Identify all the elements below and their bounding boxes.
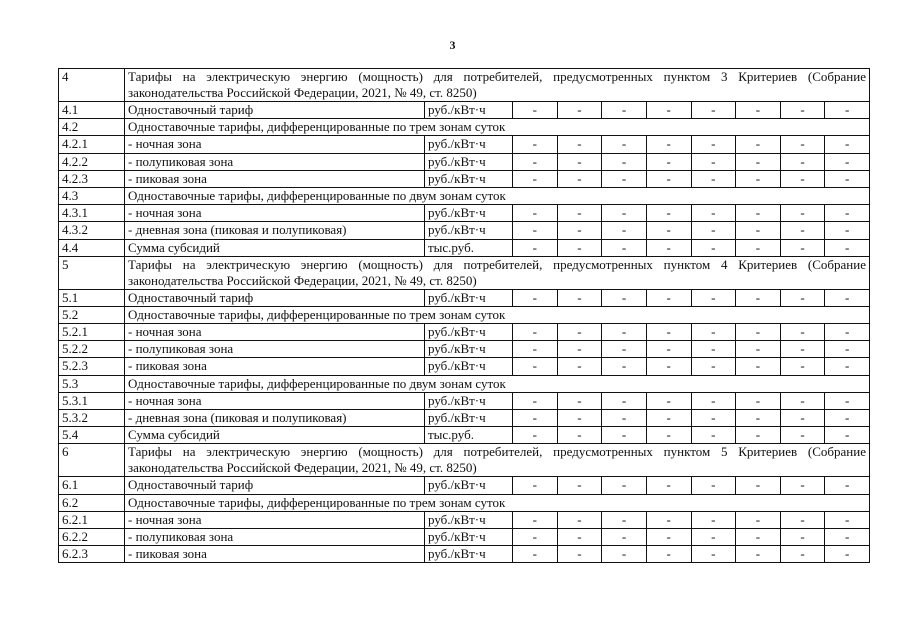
- value-cell: -: [736, 511, 781, 528]
- value-cell: -: [602, 477, 647, 494]
- value-cell: -: [736, 341, 781, 358]
- value-cell: -: [825, 289, 870, 306]
- value-cell: -: [691, 102, 736, 119]
- value-cell: -: [780, 222, 825, 239]
- row-number: 6.2.1: [59, 511, 125, 528]
- value-cell: -: [780, 205, 825, 222]
- value-cell: -: [691, 222, 736, 239]
- value-cell: -: [557, 205, 602, 222]
- value-cell: -: [602, 511, 647, 528]
- value-cell: -: [513, 222, 558, 239]
- value-cell: -: [780, 410, 825, 427]
- value-cell: -: [602, 289, 647, 306]
- value-cell: -: [691, 239, 736, 256]
- indicator-name: - полупиковая зона: [125, 341, 425, 358]
- value-cell: -: [780, 392, 825, 409]
- row-number: 6: [59, 444, 125, 477]
- value-cell: -: [825, 511, 870, 528]
- row-number: 5.2.3: [59, 358, 125, 375]
- row-number: 5.2: [59, 306, 125, 323]
- value-cell: -: [780, 528, 825, 545]
- value-cell: -: [691, 546, 736, 563]
- value-cell: -: [646, 239, 691, 256]
- table-row: [59, 256, 870, 289]
- table-row: [59, 392, 870, 409]
- value-cell: -: [513, 102, 558, 119]
- table-row: [59, 375, 870, 392]
- table-row: [59, 119, 870, 136]
- value-cell: -: [825, 392, 870, 409]
- value-cell: -: [825, 358, 870, 375]
- unit-cell: руб./кВт·ч: [425, 222, 513, 239]
- value-cell: -: [557, 239, 602, 256]
- table-row: [59, 410, 870, 427]
- indicator-name: Сумма субсидий: [125, 427, 425, 444]
- value-cell: -: [513, 324, 558, 341]
- indicator-name: Одноставочный тариф: [125, 289, 425, 306]
- value-cell: -: [646, 358, 691, 375]
- value-cell: -: [780, 136, 825, 153]
- indicator-name: Одноставочный тариф: [125, 477, 425, 494]
- value-cell: -: [691, 324, 736, 341]
- value-cell: -: [780, 358, 825, 375]
- value-cell: -: [513, 205, 558, 222]
- value-cell: -: [557, 511, 602, 528]
- value-cell: -: [736, 410, 781, 427]
- indicator-name: - ночная зона: [125, 392, 425, 409]
- table-row: [59, 427, 870, 444]
- indicator-name: - полупиковая зона: [125, 153, 425, 170]
- value-cell: -: [780, 289, 825, 306]
- value-cell: -: [646, 153, 691, 170]
- value-cell: -: [646, 410, 691, 427]
- value-cell: -: [646, 427, 691, 444]
- value-cell: -: [736, 546, 781, 563]
- unit-cell: руб./кВт·ч: [425, 410, 513, 427]
- value-cell: -: [825, 102, 870, 119]
- value-cell: -: [691, 205, 736, 222]
- table-row: [59, 306, 870, 323]
- value-cell: -: [736, 136, 781, 153]
- value-cell: -: [602, 528, 647, 545]
- section-title: Тарифы на электрическую энергию (мощность) для потребителей, предусмотренных пунктом 3 Критериев (Собрание законодательства Российской Федерации, 2021, № 49, ст. 8250): [125, 69, 870, 102]
- value-cell: -: [602, 341, 647, 358]
- unit-cell: руб./кВт·ч: [425, 528, 513, 545]
- value-cell: -: [602, 410, 647, 427]
- unit-cell: руб./кВт·ч: [425, 136, 513, 153]
- value-cell: -: [513, 341, 558, 358]
- unit-cell: руб./кВт·ч: [425, 477, 513, 494]
- table-row: [59, 358, 870, 375]
- value-cell: -: [513, 528, 558, 545]
- value-cell: -: [691, 511, 736, 528]
- row-number: 4.3.1: [59, 205, 125, 222]
- value-cell: -: [646, 170, 691, 187]
- value-cell: -: [691, 427, 736, 444]
- unit-cell: руб./кВт·ч: [425, 511, 513, 528]
- value-cell: -: [825, 170, 870, 187]
- indicator-name: Сумма субсидий: [125, 239, 425, 256]
- value-cell: -: [602, 239, 647, 256]
- row-number: 6.2.3: [59, 546, 125, 563]
- row-number: 5.2.1: [59, 324, 125, 341]
- row-number: 4.1: [59, 102, 125, 119]
- value-cell: -: [513, 289, 558, 306]
- value-cell: -: [557, 410, 602, 427]
- group-title: Одноставочные тарифы, дифференцированные по двум зонам суток: [125, 375, 870, 392]
- table-row: [59, 528, 870, 545]
- value-cell: -: [513, 546, 558, 563]
- value-cell: -: [646, 102, 691, 119]
- unit-cell: руб./кВт·ч: [425, 341, 513, 358]
- table-row: [59, 239, 870, 256]
- value-cell: -: [780, 427, 825, 444]
- value-cell: -: [691, 153, 736, 170]
- row-number: 4.2.2: [59, 153, 125, 170]
- value-cell: -: [780, 102, 825, 119]
- value-cell: -: [513, 427, 558, 444]
- table-row: [59, 444, 870, 477]
- section-title: Тарифы на электрическую энергию (мощность) для потребителей, предусмотренных пунктом 5 Критериев (Собрание законодательства Российской Федерации, 2021, № 49, ст. 8250): [125, 444, 870, 477]
- value-cell: -: [825, 477, 870, 494]
- value-cell: -: [780, 511, 825, 528]
- table-row: [59, 136, 870, 153]
- row-number: 4.2.1: [59, 136, 125, 153]
- value-cell: -: [780, 324, 825, 341]
- group-title: Одноставочные тарифы, дифференцированные по двум зонам суток: [125, 187, 870, 204]
- row-number: 5.1: [59, 289, 125, 306]
- table-row: [59, 324, 870, 341]
- value-cell: -: [736, 205, 781, 222]
- unit-cell: руб./кВт·ч: [425, 289, 513, 306]
- value-cell: -: [602, 102, 647, 119]
- row-number: 6.2: [59, 494, 125, 511]
- indicator-name: - ночная зона: [125, 205, 425, 222]
- indicator-name: - пиковая зона: [125, 358, 425, 375]
- value-cell: -: [825, 546, 870, 563]
- value-cell: -: [557, 528, 602, 545]
- group-title: Одноставочные тарифы, дифференцированные по трем зонам суток: [125, 494, 870, 511]
- value-cell: -: [646, 136, 691, 153]
- value-cell: -: [736, 102, 781, 119]
- value-cell: -: [691, 528, 736, 545]
- indicator-name: - пиковая зона: [125, 546, 425, 563]
- value-cell: -: [736, 324, 781, 341]
- table-row: [59, 341, 870, 358]
- group-title: Одноставочные тарифы, дифференцированные по трем зонам суток: [125, 119, 870, 136]
- unit-cell: руб./кВт·ч: [425, 546, 513, 563]
- value-cell: -: [736, 289, 781, 306]
- value-cell: -: [602, 427, 647, 444]
- table-row: [59, 205, 870, 222]
- value-cell: -: [513, 153, 558, 170]
- value-cell: -: [513, 239, 558, 256]
- value-cell: -: [557, 102, 602, 119]
- value-cell: -: [825, 153, 870, 170]
- value-cell: -: [646, 511, 691, 528]
- value-cell: -: [736, 153, 781, 170]
- value-cell: -: [557, 222, 602, 239]
- value-cell: -: [646, 546, 691, 563]
- value-cell: -: [513, 511, 558, 528]
- table-row: [59, 102, 870, 119]
- unit-cell: руб./кВт·ч: [425, 170, 513, 187]
- value-cell: -: [736, 222, 781, 239]
- value-cell: -: [825, 205, 870, 222]
- value-cell: -: [825, 427, 870, 444]
- row-number: 4.2.3: [59, 170, 125, 187]
- value-cell: -: [780, 239, 825, 256]
- value-cell: -: [646, 392, 691, 409]
- value-cell: -: [691, 358, 736, 375]
- tariff-table-body: [59, 69, 870, 563]
- value-cell: -: [825, 324, 870, 341]
- row-number: 4.3.2: [59, 222, 125, 239]
- group-title: Одноставочные тарифы, дифференцированные по трем зонам суток: [125, 306, 870, 323]
- value-cell: -: [513, 410, 558, 427]
- table-row: [59, 153, 870, 170]
- value-cell: -: [602, 546, 647, 563]
- row-number: 5.4: [59, 427, 125, 444]
- table-row: [59, 222, 870, 239]
- row-number: 4.3: [59, 187, 125, 204]
- value-cell: -: [736, 528, 781, 545]
- unit-cell: руб./кВт·ч: [425, 205, 513, 222]
- indicator-name: - полупиковая зона: [125, 528, 425, 545]
- page-number: 3: [449, 38, 456, 52]
- value-cell: -: [513, 170, 558, 187]
- table-row: [59, 289, 870, 306]
- value-cell: -: [602, 324, 647, 341]
- value-cell: -: [691, 392, 736, 409]
- value-cell: -: [557, 153, 602, 170]
- value-cell: -: [736, 477, 781, 494]
- section-title: Тарифы на электрическую энергию (мощность) для потребителей, предусмотренных пунктом 4 Критериев (Собрание законодательства Российской Федерации, 2021, № 49, ст. 8250): [125, 256, 870, 289]
- value-cell: -: [736, 427, 781, 444]
- value-cell: -: [602, 358, 647, 375]
- table-row: [59, 170, 870, 187]
- row-number: 4: [59, 69, 125, 102]
- table-row: [59, 494, 870, 511]
- value-cell: -: [691, 410, 736, 427]
- value-cell: -: [646, 341, 691, 358]
- value-cell: -: [691, 477, 736, 494]
- row-number: 6.2.2: [59, 528, 125, 545]
- value-cell: -: [557, 427, 602, 444]
- value-cell: -: [825, 341, 870, 358]
- value-cell: -: [557, 341, 602, 358]
- value-cell: -: [557, 170, 602, 187]
- indicator-name: Одноставочный тариф: [125, 102, 425, 119]
- unit-cell: руб./кВт·ч: [425, 102, 513, 119]
- unit-cell: руб./кВт·ч: [425, 392, 513, 409]
- indicator-name: - ночная зона: [125, 511, 425, 528]
- value-cell: -: [646, 528, 691, 545]
- value-cell: -: [780, 546, 825, 563]
- value-cell: -: [646, 477, 691, 494]
- row-number: 5.2.2: [59, 341, 125, 358]
- value-cell: -: [646, 222, 691, 239]
- unit-cell: тыс.руб.: [425, 239, 513, 256]
- table-row: [59, 187, 870, 204]
- value-cell: -: [557, 324, 602, 341]
- value-cell: -: [825, 222, 870, 239]
- value-cell: -: [513, 358, 558, 375]
- value-cell: -: [557, 477, 602, 494]
- value-cell: -: [557, 392, 602, 409]
- value-cell: -: [825, 410, 870, 427]
- value-cell: -: [780, 341, 825, 358]
- value-cell: -: [646, 324, 691, 341]
- indicator-name: - дневная зона (пиковая и полупиковая): [125, 222, 425, 239]
- value-cell: -: [602, 222, 647, 239]
- row-number: 5.3: [59, 375, 125, 392]
- value-cell: -: [736, 358, 781, 375]
- value-cell: -: [602, 392, 647, 409]
- value-cell: -: [780, 153, 825, 170]
- table-row: [59, 477, 870, 494]
- unit-cell: руб./кВт·ч: [425, 324, 513, 341]
- value-cell: -: [825, 528, 870, 545]
- table-row: [59, 69, 870, 102]
- row-number: 4.2: [59, 119, 125, 136]
- row-number: 5: [59, 256, 125, 289]
- value-cell: -: [646, 205, 691, 222]
- value-cell: -: [780, 477, 825, 494]
- indicator-name: - дневная зона (пиковая и полупиковая): [125, 410, 425, 427]
- value-cell: -: [602, 205, 647, 222]
- tariff-table: [58, 68, 870, 563]
- value-cell: -: [736, 239, 781, 256]
- table-row: [59, 511, 870, 528]
- value-cell: -: [557, 289, 602, 306]
- value-cell: -: [602, 153, 647, 170]
- value-cell: -: [513, 477, 558, 494]
- value-cell: -: [691, 289, 736, 306]
- value-cell: -: [557, 546, 602, 563]
- value-cell: -: [691, 170, 736, 187]
- indicator-name: - пиковая зона: [125, 170, 425, 187]
- value-cell: -: [557, 358, 602, 375]
- value-cell: -: [780, 170, 825, 187]
- unit-cell: руб./кВт·ч: [425, 153, 513, 170]
- value-cell: -: [602, 136, 647, 153]
- value-cell: -: [825, 239, 870, 256]
- value-cell: -: [691, 341, 736, 358]
- row-number: 5.3.1: [59, 392, 125, 409]
- value-cell: -: [736, 170, 781, 187]
- value-cell: -: [513, 392, 558, 409]
- value-cell: -: [691, 136, 736, 153]
- row-number: 4.4: [59, 239, 125, 256]
- row-number: 6.1: [59, 477, 125, 494]
- table-row: [59, 546, 870, 563]
- value-cell: -: [736, 392, 781, 409]
- row-number: 5.3.2: [59, 410, 125, 427]
- value-cell: -: [825, 136, 870, 153]
- value-cell: -: [557, 136, 602, 153]
- unit-cell: руб./кВт·ч: [425, 358, 513, 375]
- indicator-name: - ночная зона: [125, 324, 425, 341]
- value-cell: -: [646, 289, 691, 306]
- unit-cell: тыс.руб.: [425, 427, 513, 444]
- value-cell: -: [513, 136, 558, 153]
- value-cell: -: [602, 170, 647, 187]
- indicator-name: - ночная зона: [125, 136, 425, 153]
